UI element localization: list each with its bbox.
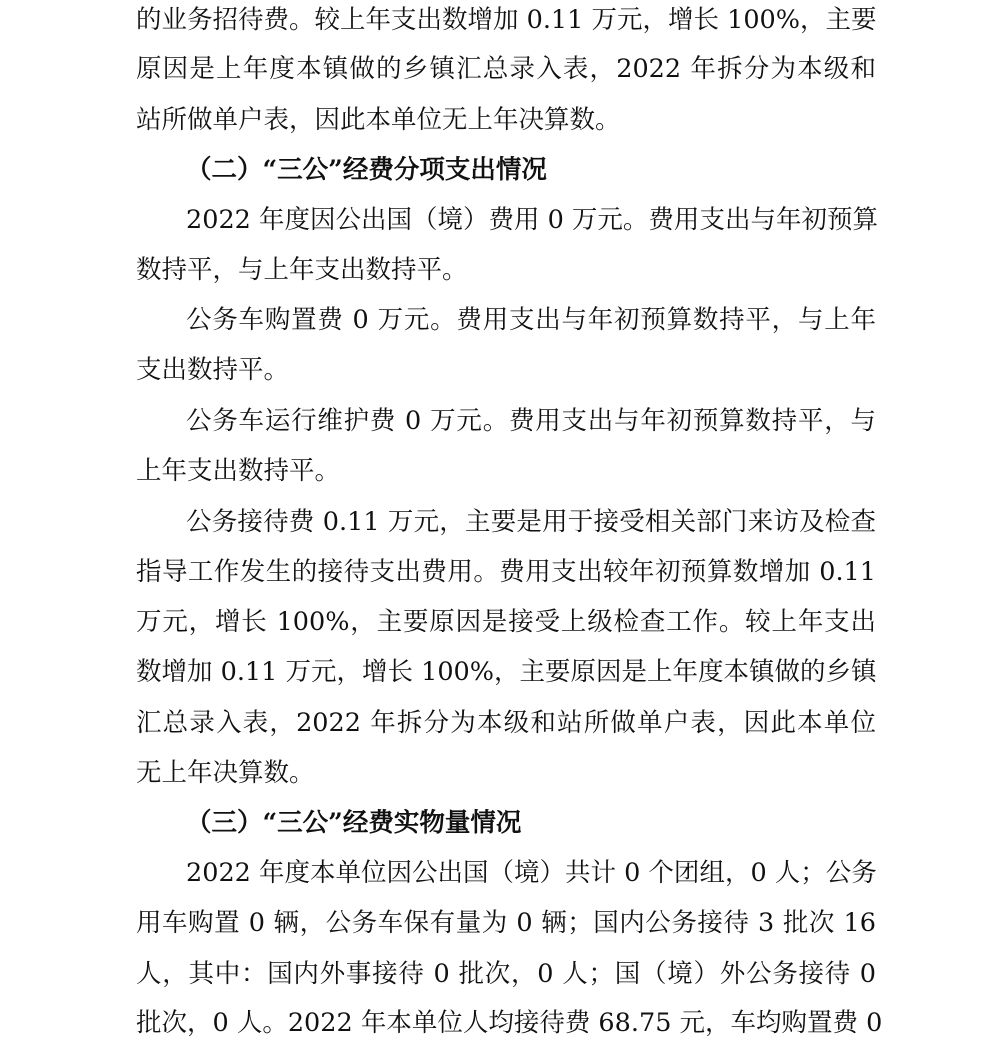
body-text-line: 数增加 0.11 万元，增长 100%，主要原因是上年度本镇做的乡镇 — [136, 657, 877, 687]
section-heading: （三）“三公”经费实物量情况 — [186, 808, 522, 838]
body-text-line: 汇总录入表，2022 年拆分为本级和站所做单户表，因此本单位 — [136, 708, 876, 738]
body-text-line: 公务车运行维护费 0 万元。费用支出与年初预算数持平，与 — [186, 406, 876, 436]
body-text-line: 万元，增长 100%，主要原因是接受上级检查工作。较上年支出 — [136, 607, 876, 637]
body-text-line: 公务车购置费 0 万元。费用支出与年初预算数持平，与上年 — [186, 305, 876, 335]
body-text-line: 原因是上年度本镇做的乡镇汇总录入表，2022 年拆分为本级和 — [136, 54, 876, 84]
body-text-line: 公务接待费 0.11 万元，主要是用于接受相关部门来访及检查 — [186, 507, 876, 537]
body-text-line: 数持平，与上年支出数持平。 — [136, 255, 468, 285]
body-text-line: 批次，0 人。2022 年本单位人均接待费 68.75 元，车均购置费 0 — [136, 1008, 883, 1038]
body-text-line: 用车购置 0 辆，公务车保有量为 0 辆；国内公务接待 3 批次 16 — [136, 908, 876, 938]
body-text-line: 上年支出数持平。 — [136, 456, 341, 486]
body-text-line: 2022 年度本单位因公出国（境）共计 0 个团组，0 人；公务 — [186, 858, 877, 888]
body-text-line: 的业务招待费。较上年支出数增加 0.11 万元，增长 100%，主要 — [136, 5, 877, 35]
body-text-line: 2022 年度因公出国（境）费用 0 万元。费用支出与年初预算 — [186, 205, 878, 235]
section-heading: （二）“三公”经费分项支出情况 — [186, 155, 547, 185]
body-text-line: 无上年决算数。 — [136, 758, 315, 788]
body-text-line: 指导工作发生的接待支出费用。费用支出较年初预算数增加 0.11 — [136, 557, 876, 587]
body-text-line: 支出数持平。 — [136, 355, 290, 385]
body-text-line: 人，其中：国内外事接待 0 批次，0 人；国（境）外公务接待 0 — [136, 959, 876, 989]
body-text-line: 站所做单户表，因此本单位无上年决算数。 — [136, 105, 621, 135]
